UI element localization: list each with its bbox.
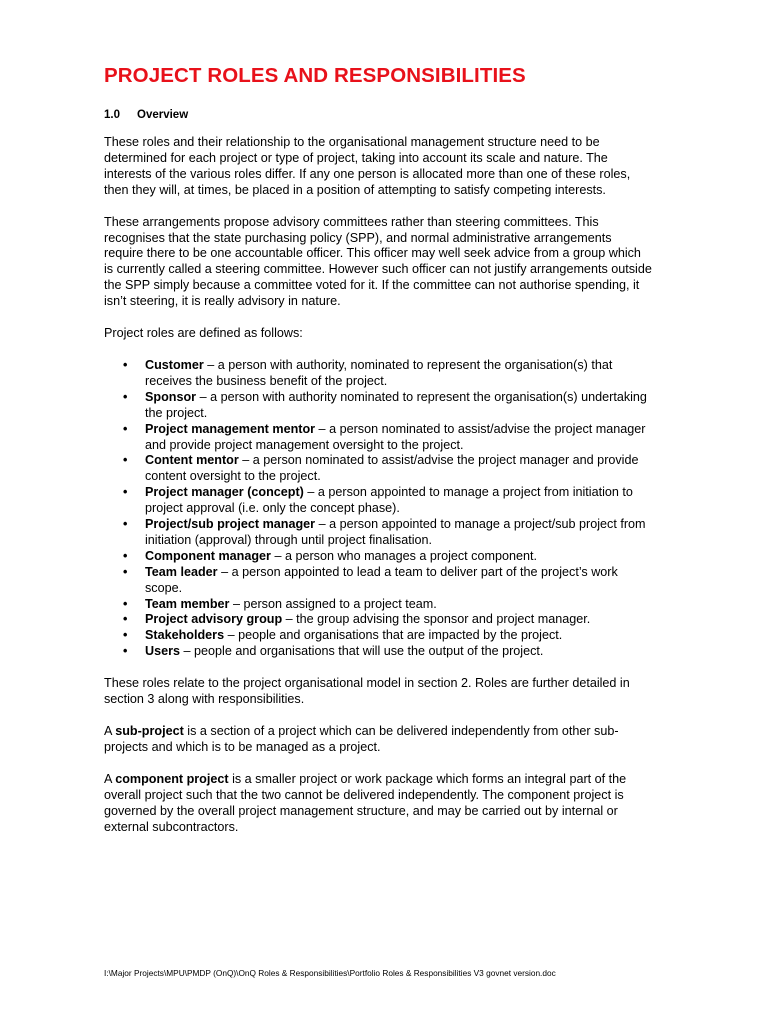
bullet-icon: • [123,596,128,611]
bullet-icon: • [123,612,128,627]
footer-file-path: I:\Major Projects\MPU\PMDP (OnQ)\OnQ Roles & Responsibilities\Portfolio Roles & Responsibilities V3 govnet version.doc [104,968,556,978]
bullet-icon: • [123,517,128,532]
section-number: 1.0 [104,109,120,121]
role-description: – a person nominated to assist/advise the project manager and provide content oversight to the project. [145,453,639,484]
roles-list [104,358,652,660]
paragraph-roles-intro: These roles and their relationship to the organisational management structure need to be determined for each project or type of project, taking into account its scale and nature. The interests of the various roles differ. If any one person is allocated more than one of these roles, then they will, at times, be placed in a position of attempting to satisfy competing interests. [104,135,631,197]
document-page [104,62,652,835]
bullet-icon: • [123,453,128,468]
role-term: Users [145,644,181,659]
list-item [104,628,652,644]
bullet-icon: • [123,421,128,436]
role-description: – people and organisations that are impacted by the project. [224,628,563,643]
bullet-icon: • [123,628,128,643]
list-item [104,358,652,390]
role-term: Project advisory group [145,612,283,627]
bullet-icon: • [123,389,128,404]
role-term: Project/sub project manager [145,517,316,532]
list-item [104,485,652,517]
bullet-icon: • [123,644,128,659]
sub-project-prefix: A [104,724,116,738]
component-project-prefix: A [104,771,116,786]
role-description: – a person nominated to assist/advise the project manager and provide project management oversight to the project. [145,421,646,452]
role-term: Component manager [145,548,271,563]
role-description: – a person appointed to manage a project/sub project from initiation (approval) through until project finalisation. [145,517,646,547]
role-description: – a person who manages a project component. [270,548,537,563]
list-item [104,644,652,660]
list-item [104,565,652,597]
role-term: Sponsor [145,389,197,404]
paragraph-component-project [104,772,652,836]
role-term: Stakeholders [145,628,225,643]
role-term: Content mentor [145,453,239,468]
role-description: – a person with authority nominated to represent the organisation(s) undertaking the project. [145,389,647,420]
section-title: Overview [137,109,189,121]
bullet-icon: • [123,485,128,500]
role-description: – a person appointed to manage a project from initiation to project approval (i.e. only the concept phase). [145,485,633,516]
list-item [104,597,652,613]
component-project-term: component project [115,771,229,786]
paragraph-roles-defined: Project roles are defined as follows: [104,326,303,341]
list-item [104,453,652,485]
role-term: Team member [145,596,230,611]
paragraph-roles-relate: These roles relate to the project organisational model in section 2. Roles are further detailed in section 3 along with responsibilities. [104,676,630,707]
role-description: – a person with authority, nominated to represent the organisation(s) that receives the business benefit of the project. [145,357,613,388]
document-title: PROJECT ROLES AND RESPONSIBILITIES [104,64,526,87]
list-item [104,517,652,549]
list-item [104,390,652,422]
paragraph-sub-project [104,724,652,756]
sub-project-term: sub-project [115,724,184,738]
role-term: Project manager (concept) [145,485,304,500]
list-item [104,422,652,454]
bullet-icon: • [123,548,128,563]
bullet-icon: • [123,564,128,579]
sub-project-definition: is a section of a project which can be delivered independently from other sub-projects and which is to be managed as a project. [104,724,619,754]
role-description: – a person appointed to lead a team to deliver part of the project’s work scope. [145,564,618,595]
paragraph-advisory-committees: These arrangements propose advisory committees rather than steering committees. This recognises that the state purchasing policy (SPP), and normal administrative arrangements require there to be one accountable officer. This officer may well seek advice from a group which is currently called a steering committee. However such officer can not justify arrangements outside the SPP simply because a committee voted for it. If the committee can not authorise spending, it isn’t steering, it is really advisory in nature. [104,214,652,309]
component-project-definition: is a smaller project or work package which forms an integral part of the overall project such that the two cannot be delivered independently. The component project is governed by the overall project management structure, and may be carried out by internal or external subcontractors. [104,771,627,834]
role-term: Project management mentor [145,421,316,436]
role-term: Team leader [145,564,218,579]
bullet-icon: • [123,357,128,372]
role-description: – people and organisations that will use the output of the project. [180,644,544,659]
role-description: – person assigned to a project team. [229,596,437,611]
role-description: – the group advising the sponsor and project manager. [282,612,591,627]
list-item [104,612,652,628]
section-heading [104,107,652,123]
list-item [104,549,652,565]
role-term: Customer [145,357,204,372]
